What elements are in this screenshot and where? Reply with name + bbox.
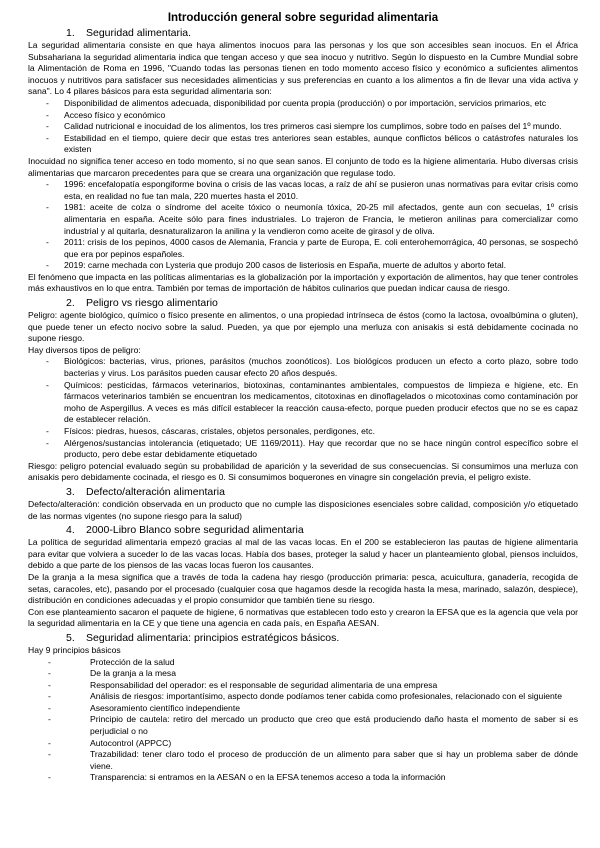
list-item: - Acceso físico y económico <box>46 109 166 120</box>
section-heading-3: 3. Defecto/alteración alimentaria <box>66 485 225 498</box>
principles-list <box>28 657 578 785</box>
crises-list <box>28 179 578 272</box>
paragraph: De la granja a la mesa significa que a través de toda la cadena hay riesgo (producción primaria: pesca, acuicultura, ganadería, recogida de setas, caracoles, etc), pasando por el procesado (cualquier cosa que hagamos desde la recogida hasta la mesa, marinado, salazón, despiece), distribución en condiciones adecuadas y el propio consumidor que también tiene su riesgo. <box>28 571 578 606</box>
list-item: - Disponibilidad de alimentos adecuada, disponibilidad por cuenta propia (producción) o por importación, servicios primarios, etc <box>46 97 546 108</box>
list-item: - 1996: encefalopatía espongiforme bovina o crisis de las vacas locas, a raíz de ahí se pusieron unas normativas para evitar crisis como esta, en realidad no fue tan mala, 220 muertes hasta el 2010. <box>46 179 578 201</box>
paragraph: Inocuidad no significa tener acceso en todo momento, si no que sean sanos. El conjunto de todo es la higiene alimentaria. Hubo diversas crisis alimentarias que marcaron precedentes para que se creara una organización que regulase todo. <box>28 155 578 178</box>
section-heading-1: 1. Seguridad alimentaria. <box>66 27 192 39</box>
paragraph: La política de seguridad alimentaria empezó gracias al mal de las vacas locas. En el 200 se establecieron las pautas de higiene alimentaria para evitar que volviera a suceder lo de las vacas locas. Había dos bases, proteger la salud y hacer un planteamiento global, piensos incluidos, debido a que parte de los piensos de las vacas locas fueron los causantes. <box>28 537 578 571</box>
document-title: Introducción general sobre seguridad alimentaria <box>167 12 439 24</box>
list-item: - 1981: aceite de colza o síndrome del aceite tóxico o neumonía tóxica, 20-25 mil afectados, gente aun con secuelas, 1º crisis alimentaria en españa. Aceite sólo para fines industriales. Lo trajeron de Francia, le metieron anilinas para comercializar como industrial y al quitarla, desnaturalizaron la anilina y la vendieron como aceite de girasol y de oliva. <box>46 202 578 236</box>
paragraph: Hay diversos tipos de peligro: <box>28 344 141 355</box>
list-item: - Autocontrol (APPCC) <box>48 737 172 748</box>
list-item: - Biológicos: bacterias, virus, priones, parásitos (muchos zoonóticos). Los biológicos producen un efecto a corto plazo, sobre todo bacterias y virus. Los parásitos pueden causar efecto 20 años después. <box>46 356 578 379</box>
section-heading-2: 2. Peligro vs riesgo alimentario <box>66 297 218 310</box>
list-item: - Protección de la salud <box>48 656 175 667</box>
list-item: - 2019: carne mechada con Lysteria que produjo 200 casos de listeriosis en España, muerte de adultos y aborto fetal. <box>46 260 507 271</box>
hazard-types-list <box>28 356 578 460</box>
paragraph: La seguridad alimentaria consiste en que haya alimentos inocuos para las personas y los que son accesibles sean inocuos. En el África Subsahariana la seguridad alimentaria indica que tengan acceso y que sea inocuo y nutritivo. Según lo dispuesto en la Cumbre Mundial sobre la Alimentación de Roma en 1996, "Cuando todas las personas tienen en todo momento acceso físico y económico a suficientes alimentos inocuos y nutritivos para satisfacer sus necesidades alimenticias y sus preferencias en cuanto a los alimentos a fin de llevar una vida activa y sana". Lo 4 pilares básicos para esta seguridad alimentaria son: <box>28 40 578 97</box>
list-item: - Análisis de riesgos: importantísimo, aspecto donde podíamos tener cabida como profesionales, relacionado con el siguiente <box>48 691 562 702</box>
list-item: - Asesoramiento científico independiente <box>48 702 241 713</box>
paragraph: Riesgo: peligro potencial evaluado según su probabilidad de aparición y la severidad de sus consecuencias. Si consumimos una merluza con anisakis pero debidamente cocinada, el riesgo es 0. Si consumimos boquerones en vinagre sin congelación previa, el peligro existe. <box>28 460 578 483</box>
list-item: - Físicos: piedras, huesos, cáscaras, cristales, objetos personales, perdigones, etc. <box>46 426 375 436</box>
section-heading-4: 4. 2000-Libro Blanco sobre seguridad alimentaria <box>66 524 304 537</box>
list-item: - Transparencia: si entramos en la AESAN o en la EFSA tenemos acceso a toda la información <box>48 772 446 783</box>
list-item: - Químicos: pesticidas, fármacos veterinarios, biotoxinas, contaminantes ambientales, compuestos de limpieza e higiene, etc. En fármacos veterinarios también se encuentran los medicamentos, citotoxinas en dinoflagelados o micotoxinas como contaminación por moho de Aspergillus. A veces es más difícil establecer la reacción causa-efecto, porque pueden producir efectos que no se es capaz de establecer relación. <box>46 379 578 425</box>
section-heading-5: 5. Seguridad alimentaria: principios estratégicos básicos. <box>66 631 340 644</box>
pillars-list <box>28 98 578 156</box>
paragraph: Hay 9 principios básicos <box>28 644 121 655</box>
list-item: - Calidad nutricional e inocuidad de los alimentos, los tres primeros casi siempre los cumplimos, sobre todo en países del 1º mundo. <box>46 121 562 132</box>
paragraph: Con ese planteamiento sacaron el paquete de higiene, 6 normativas que establecen todo esto y crearon la EFSA que es la agencia que vela por la seguridad alimentaria en la CE y que tiene una agencia en cada país, en España AESAN. <box>28 606 578 629</box>
list-item: - De la granja a la mesa <box>48 668 176 679</box>
list-item: - Trazabilidad: tener claro todo el proceso de producción de un alimento para saber que si hay un problema saber de dónde viene. <box>48 749 578 771</box>
paragraph: Defecto/alteración: condición observada en un producto que no cumple las disposiciones esenciales sobre calidad, composición y/o etiquetado de las normas vigentes (no supone riesgo para la salud) <box>28 498 578 521</box>
list-item: - Responsabilidad del operador: es el responsable de seguridad alimentaria de una empresa <box>48 679 438 690</box>
list-item: - 2011: crisis de los pepinos, 4000 casos de Alemania, Francia y parte de Europa, E. coli enterohemorrágica, 40 personas, se sospechó que era por pepinos españoles. <box>46 237 578 259</box>
list-item: - Alérgenos/sustancias intolerancia (etiquetado; UE 1169/2011). Hay que recordar que no se hace ningún control específico sobre el producto, pero debe estar debidamente etiquetado <box>46 437 578 460</box>
list-item: - Estabilidad en el tiempo, quiere decir que estas tres anteriores sean estables, aunque conflictos bélicos o catástrofes naturales los existen <box>46 132 578 155</box>
paragraph: Peligro: agente biológico, químico o físico presente en alimentos, o una propiedad intrínseca de éstos (como la lactosa, ovoalbúmina o gluten), que puede tener un efecto nocivo sobre la salud. Pueden, ya que por ejemplo una merluza con anisakis si está debidamente cocinada no supone riesgo. <box>28 310 578 344</box>
paragraph: El fenómeno que impacta en las políticas alimentarias es la globalización por la importación y exportación de alimentos, hay que tener controles más exhaustivos en lo que entra. También por temas de importación de hábitos culinarios que puedan indicar causa de riesgo. <box>28 271 578 294</box>
list-item: - Principio de cautela: retiro del mercado un producto que creo que está produciendo daño hasta el momento de saber si es perjudicial o no <box>48 714 578 737</box>
